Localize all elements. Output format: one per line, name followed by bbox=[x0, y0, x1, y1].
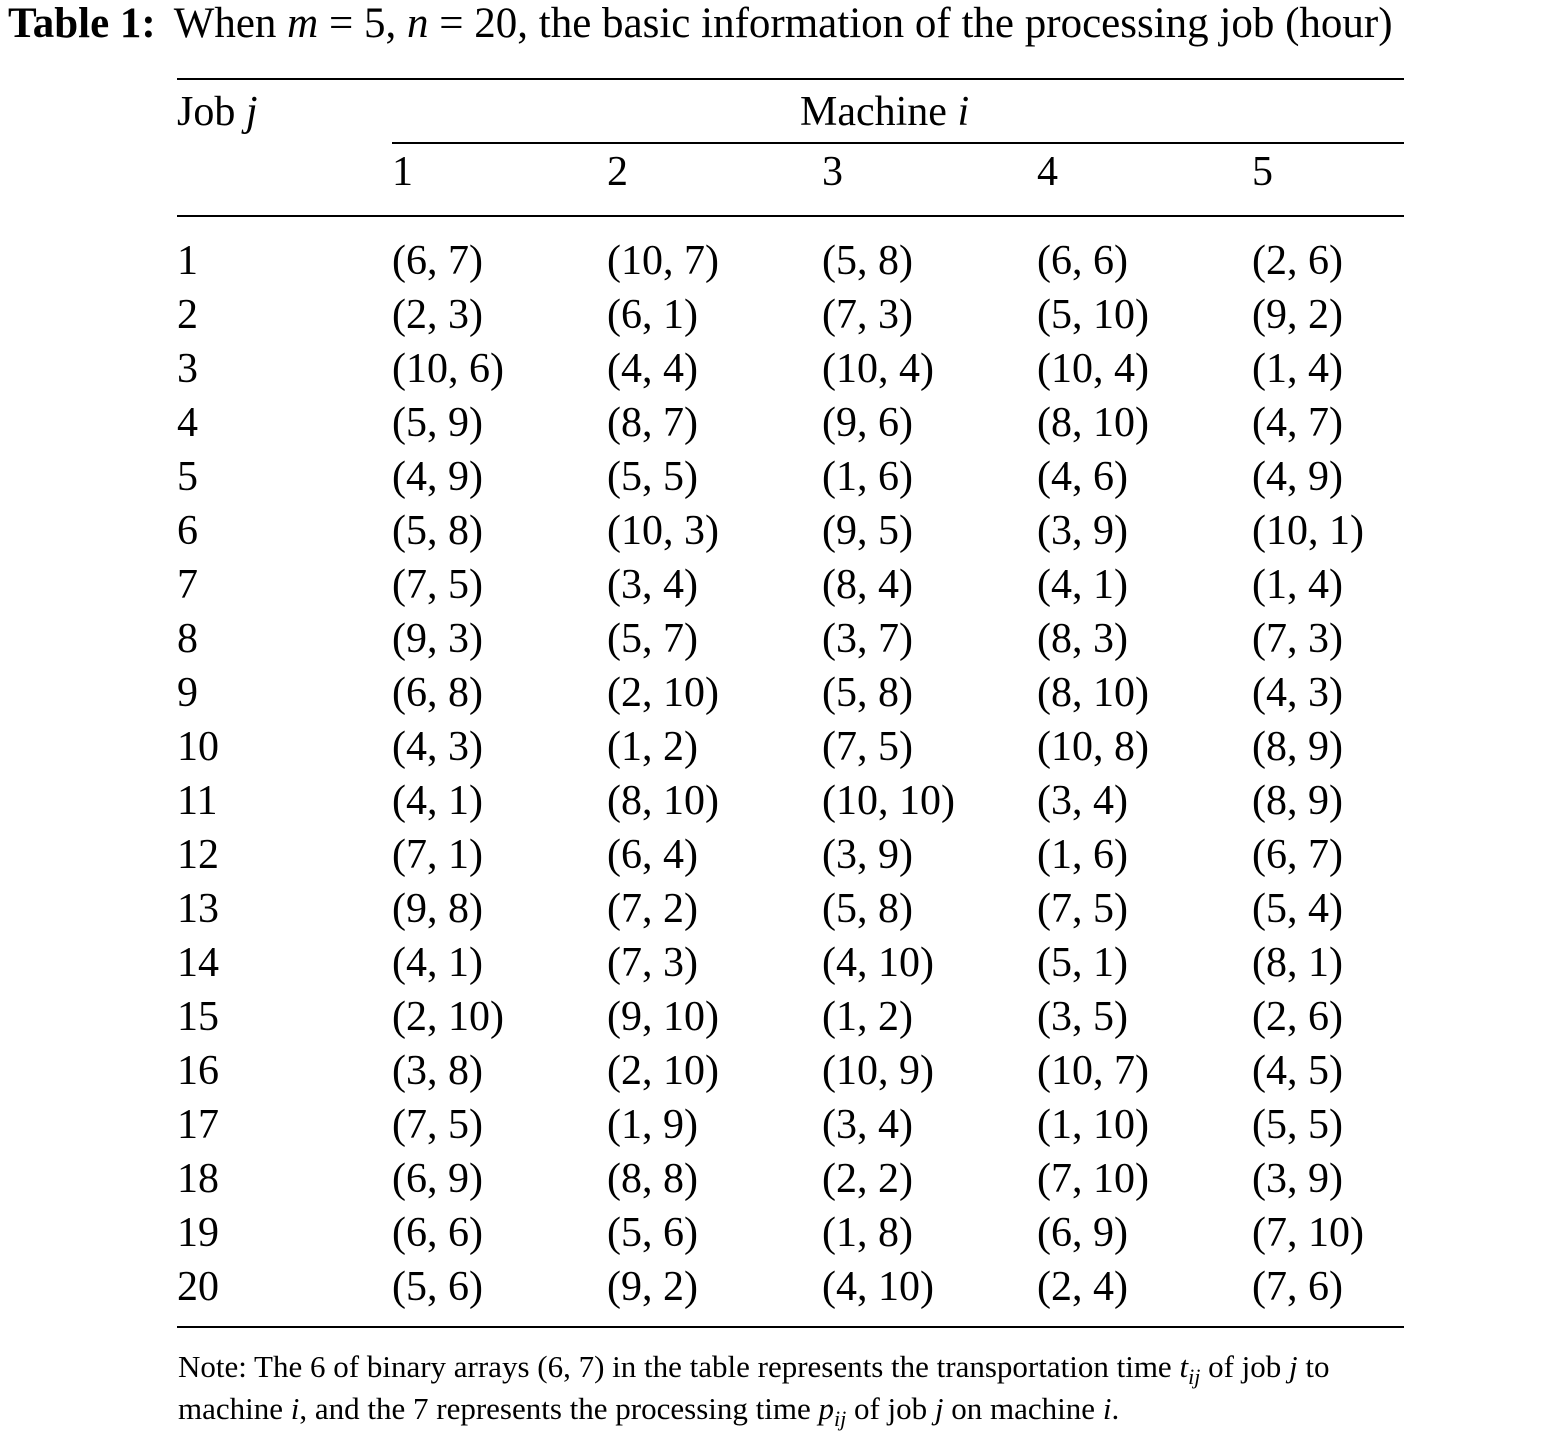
time-pair-cell: (7, 10) bbox=[1037, 1156, 1149, 1202]
job-cell: 17 bbox=[177, 1102, 219, 1148]
note-t-symbol: t bbox=[1179, 1349, 1189, 1384]
time-pair-cell: (1, 4) bbox=[1252, 562, 1343, 608]
job-cell: 19 bbox=[177, 1210, 219, 1256]
time-pair-cell: (9, 6) bbox=[822, 400, 913, 446]
time-pair-cell: (4, 1) bbox=[1037, 562, 1128, 608]
note-j-symbol: j bbox=[934, 1391, 944, 1426]
time-pair-cell: (4, 9) bbox=[392, 454, 483, 500]
time-pair-cell: (2, 4) bbox=[1037, 1264, 1128, 1310]
time-pair-cell: (8, 7) bbox=[607, 400, 698, 446]
time-pair-cell: (3, 9) bbox=[1252, 1156, 1343, 1202]
time-pair-cell: (5, 1) bbox=[1037, 940, 1128, 986]
job-cell: 10 bbox=[177, 724, 219, 770]
time-pair-cell: (2, 6) bbox=[1252, 994, 1343, 1040]
time-pair-cell: (8, 10) bbox=[1037, 670, 1149, 716]
time-pair-cell: (1, 6) bbox=[1037, 832, 1128, 878]
time-pair-cell: (10, 8) bbox=[1037, 724, 1149, 770]
time-pair-cell: (2, 6) bbox=[1252, 238, 1343, 284]
machine-group-rule bbox=[392, 142, 1404, 144]
time-pair-cell: (7, 5) bbox=[392, 1102, 483, 1148]
time-pair-cell: (6, 1) bbox=[607, 292, 698, 338]
caption-n-symbol: n bbox=[407, 0, 429, 47]
bottom-rule bbox=[177, 1326, 1404, 1328]
time-pair-cell: (2, 10) bbox=[392, 994, 504, 1040]
machine-header-2: 2 bbox=[607, 149, 628, 195]
job-cell: 14 bbox=[177, 940, 219, 986]
time-pair-cell: (8, 9) bbox=[1252, 778, 1343, 824]
time-pair-cell: (6, 6) bbox=[1037, 238, 1128, 284]
job-cell: 6 bbox=[177, 508, 198, 554]
machine-header-4: 4 bbox=[1037, 149, 1058, 195]
time-pair-cell: (5, 8) bbox=[392, 508, 483, 554]
note-j-symbol: j bbox=[1289, 1349, 1298, 1384]
note-text: . bbox=[1111, 1391, 1120, 1426]
time-pair-cell: (7, 5) bbox=[392, 562, 483, 608]
note-i-symbol: i bbox=[1102, 1391, 1112, 1426]
time-pair-cell: (6, 4) bbox=[607, 832, 698, 878]
top-rule bbox=[177, 78, 1404, 80]
time-pair-cell: (7, 3) bbox=[1252, 616, 1343, 662]
caption-m-symbol: m bbox=[287, 0, 319, 47]
time-pair-cell: (8, 10) bbox=[607, 778, 719, 824]
machine-header-symbol: i bbox=[957, 89, 970, 135]
job-cell: 18 bbox=[177, 1156, 219, 1202]
time-pair-cell: (3, 8) bbox=[392, 1048, 483, 1094]
job-cell: 4 bbox=[177, 400, 198, 446]
job-cell: 2 bbox=[177, 292, 198, 338]
time-pair-cell: (4, 7) bbox=[1252, 400, 1343, 446]
time-pair-cell: (10, 6) bbox=[392, 346, 504, 392]
time-pair-cell: (8, 3) bbox=[1037, 616, 1128, 662]
time-pair-cell: (4, 10) bbox=[822, 940, 934, 986]
job-cell: 15 bbox=[177, 994, 219, 1040]
time-pair-cell: (5, 9) bbox=[392, 400, 483, 446]
time-pair-cell: (5, 6) bbox=[392, 1264, 483, 1310]
job-cell: 9 bbox=[177, 670, 198, 716]
time-pair-cell: (7, 5) bbox=[822, 724, 913, 770]
time-pair-cell: (3, 9) bbox=[1037, 508, 1128, 554]
time-pair-cell: (2, 10) bbox=[607, 1048, 719, 1094]
time-pair-cell: (5, 8) bbox=[822, 670, 913, 716]
time-pair-cell: (4, 9) bbox=[1252, 454, 1343, 500]
time-pair-cell: (3, 7) bbox=[822, 616, 913, 662]
note-text: to machine bbox=[178, 1349, 1330, 1426]
job-cell: 8 bbox=[177, 616, 198, 662]
time-pair-cell: (6, 6) bbox=[392, 1210, 483, 1256]
time-pair-cell: (7, 1) bbox=[392, 832, 483, 878]
time-pair-cell: (10, 9) bbox=[822, 1048, 934, 1094]
time-pair-cell: (5, 7) bbox=[607, 616, 698, 662]
time-pair-cell: (1, 2) bbox=[822, 994, 913, 1040]
time-pair-cell: (6, 7) bbox=[1252, 832, 1343, 878]
machine-header-label: Machine bbox=[800, 89, 947, 135]
time-pair-cell: (10, 7) bbox=[607, 238, 719, 284]
time-pair-cell: (6, 7) bbox=[392, 238, 483, 284]
job-column-header bbox=[177, 88, 258, 136]
time-pair-cell: (7, 3) bbox=[607, 940, 698, 986]
time-pair-cell: (5, 5) bbox=[1252, 1102, 1343, 1148]
caption-label: Table 1: bbox=[8, 0, 156, 47]
time-pair-cell: (10, 10) bbox=[822, 778, 955, 824]
note-p-symbol: p bbox=[818, 1391, 834, 1426]
time-pair-cell: (8, 4) bbox=[822, 562, 913, 608]
time-pair-cell: (7, 10) bbox=[1252, 1210, 1364, 1256]
time-pair-cell: (10, 4) bbox=[1037, 346, 1149, 392]
time-pair-cell: (10, 3) bbox=[607, 508, 719, 554]
time-pair-cell: (7, 3) bbox=[822, 292, 913, 338]
note-t-subscript: ij bbox=[1188, 1364, 1201, 1389]
note-text: of job bbox=[1200, 1349, 1289, 1384]
time-pair-cell: (10, 7) bbox=[1037, 1048, 1149, 1094]
note-i-symbol: i bbox=[290, 1391, 300, 1426]
time-pair-cell: (9, 3) bbox=[392, 616, 483, 662]
time-pair-cell: (4, 4) bbox=[607, 346, 698, 392]
note-text: , and the 7 represents the processing time bbox=[299, 1391, 819, 1426]
header-rule bbox=[177, 215, 1404, 217]
time-pair-cell: (2, 3) bbox=[392, 292, 483, 338]
job-cell: 7 bbox=[177, 562, 198, 608]
time-pair-cell: (3, 4) bbox=[822, 1102, 913, 1148]
time-pair-cell: (8, 1) bbox=[1252, 940, 1343, 986]
time-pair-cell: (5, 10) bbox=[1037, 292, 1149, 338]
time-pair-cell: (10, 1) bbox=[1252, 508, 1364, 554]
time-pair-cell: (1, 4) bbox=[1252, 346, 1343, 392]
job-cell: 12 bbox=[177, 832, 219, 878]
time-pair-cell: (3, 5) bbox=[1037, 994, 1128, 1040]
time-pair-cell: (4, 1) bbox=[392, 940, 483, 986]
job-cell: 13 bbox=[177, 886, 219, 932]
job-cell: 3 bbox=[177, 346, 198, 392]
time-pair-cell: (4, 5) bbox=[1252, 1048, 1343, 1094]
time-pair-cell: (8, 9) bbox=[1252, 724, 1343, 770]
note-text: Note: The 6 of binary arrays (6, 7) in the table represents the transportation time bbox=[178, 1349, 1180, 1384]
job-cell: 1 bbox=[177, 238, 198, 284]
time-pair-cell: (8, 10) bbox=[1037, 400, 1149, 446]
time-pair-cell: (6, 8) bbox=[392, 670, 483, 716]
time-pair-cell: (6, 9) bbox=[1037, 1210, 1128, 1256]
time-pair-cell: (2, 10) bbox=[607, 670, 719, 716]
note-p-subscript: ij bbox=[834, 1406, 847, 1431]
machine-header-1: 1 bbox=[392, 149, 413, 195]
time-pair-cell: (10, 4) bbox=[822, 346, 934, 392]
table-note bbox=[178, 1346, 1408, 1430]
time-pair-cell: (4, 6) bbox=[1037, 454, 1128, 500]
job-cell: 5 bbox=[177, 454, 198, 500]
time-pair-cell: (2, 2) bbox=[822, 1156, 913, 1202]
time-pair-cell: (9, 5) bbox=[822, 508, 913, 554]
time-pair-cell: (9, 2) bbox=[1252, 292, 1343, 338]
time-pair-cell: (7, 6) bbox=[1252, 1264, 1343, 1310]
time-pair-cell: (5, 8) bbox=[822, 886, 913, 932]
caption-text-rest: = 20, the basic information of the processing job (hour) bbox=[428, 0, 1393, 47]
machine-header-5: 5 bbox=[1252, 149, 1273, 195]
time-pair-cell: (9, 8) bbox=[392, 886, 483, 932]
time-pair-cell: (5, 4) bbox=[1252, 886, 1343, 932]
time-pair-cell: (6, 9) bbox=[392, 1156, 483, 1202]
caption-m-eq: = 5, bbox=[318, 0, 407, 47]
time-pair-cell: (9, 10) bbox=[607, 994, 719, 1040]
time-pair-cell: (1, 9) bbox=[607, 1102, 698, 1148]
time-pair-cell: (3, 9) bbox=[822, 832, 913, 878]
time-pair-cell: (3, 4) bbox=[607, 562, 698, 608]
time-pair-cell: (4, 3) bbox=[1252, 670, 1343, 716]
job-cell: 20 bbox=[177, 1264, 219, 1310]
time-pair-cell: (1, 6) bbox=[822, 454, 913, 500]
job-cell: 11 bbox=[177, 778, 218, 824]
table-caption bbox=[8, 0, 1567, 48]
time-pair-cell: (9, 2) bbox=[607, 1264, 698, 1310]
note-text: on machine bbox=[943, 1391, 1103, 1426]
time-pair-cell: (4, 1) bbox=[392, 778, 483, 824]
time-pair-cell: (5, 6) bbox=[607, 1210, 698, 1256]
time-pair-cell: (1, 2) bbox=[607, 724, 698, 770]
time-pair-cell: (3, 4) bbox=[1037, 778, 1128, 824]
machine-header-3: 3 bbox=[822, 149, 843, 195]
time-pair-cell: (5, 8) bbox=[822, 238, 913, 284]
time-pair-cell: (4, 10) bbox=[822, 1264, 934, 1310]
time-pair-cell: (1, 8) bbox=[822, 1210, 913, 1256]
time-pair-cell: (7, 2) bbox=[607, 886, 698, 932]
machine-group-header bbox=[800, 88, 969, 136]
job-header-label: Job bbox=[177, 89, 236, 135]
time-pair-cell: (7, 5) bbox=[1037, 886, 1128, 932]
note-text: of job bbox=[846, 1391, 935, 1426]
time-pair-cell: (1, 10) bbox=[1037, 1102, 1149, 1148]
time-pair-cell: (5, 5) bbox=[607, 454, 698, 500]
job-header-symbol: j bbox=[245, 89, 258, 135]
caption-text-prefix: When bbox=[173, 0, 288, 47]
time-pair-cell: (4, 3) bbox=[392, 724, 483, 770]
job-cell: 16 bbox=[177, 1048, 219, 1094]
time-pair-cell: (8, 8) bbox=[607, 1156, 698, 1202]
